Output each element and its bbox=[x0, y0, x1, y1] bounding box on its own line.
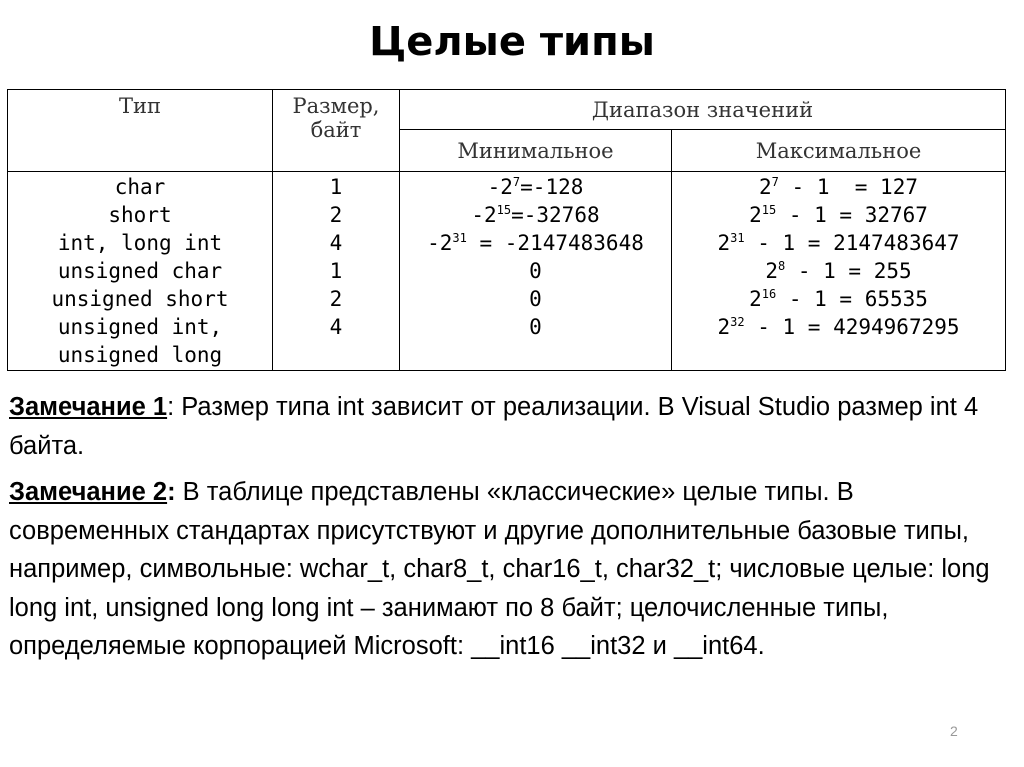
max-value bbox=[672, 173, 1005, 201]
max-value bbox=[672, 313, 1005, 341]
type-size: 2 bbox=[329, 287, 343, 311]
max-value-exponent: 16 bbox=[761, 287, 777, 301]
max-column bbox=[672, 172, 1006, 371]
max-value bbox=[672, 257, 1005, 285]
notes bbox=[9, 388, 1009, 666]
min-value bbox=[400, 257, 671, 285]
type-size: 1 bbox=[329, 175, 343, 199]
note-2-text: В таблице представлены «классические» целые типы. В современных стандартах присутствуют и другие дополнительные базовые типы, например, символьные: wchar_t, char8_t, char16_t, char32_t; числовые целые: long long int, unsigned long long int – занимают по 8 байт; целочисленные типы, определяемые корпорацией Microsoft: __int16 __int32 и __int64. bbox=[9, 478, 990, 660]
min-value-rest: = -2147483648 bbox=[466, 231, 644, 255]
type-size: 2 bbox=[329, 203, 343, 227]
min-value-exponent: 31 bbox=[452, 231, 467, 245]
note-1-text: Размер типа int зависит от реализации. В Visual Studio размер int 4 байта. bbox=[9, 393, 979, 460]
min-value-base: 0 bbox=[529, 315, 542, 339]
min-value-base: 0 bbox=[529, 287, 542, 311]
min-value-rest: =-32768 bbox=[511, 203, 600, 227]
note-2-colon: : bbox=[167, 478, 176, 506]
min-value-rest: =-128 bbox=[520, 175, 584, 199]
max-value-exponent: 31 bbox=[730, 231, 745, 245]
max-value-exponent: 8 bbox=[777, 259, 786, 273]
min-value bbox=[400, 285, 671, 313]
type-size: 4 bbox=[329, 315, 343, 339]
min-value bbox=[400, 201, 671, 229]
type-name: int, long int bbox=[57, 231, 223, 255]
types-column bbox=[8, 172, 273, 371]
min-value-base: -2 bbox=[471, 203, 497, 227]
max-value-rest: - 1 = 4294967295 bbox=[744, 315, 960, 339]
note-2 bbox=[9, 473, 1009, 666]
type-name: unsigned short bbox=[51, 287, 229, 311]
min-value-exponent: 7 bbox=[512, 175, 521, 189]
type-name: char bbox=[114, 175, 166, 199]
type-size: 1 bbox=[329, 259, 343, 283]
header-max: Максимальное bbox=[672, 130, 1006, 172]
max-value-rest: - 1 = 32767 bbox=[776, 203, 928, 227]
type-size: 4 bbox=[329, 231, 343, 255]
max-value bbox=[672, 285, 1005, 313]
note-1 bbox=[9, 388, 1009, 465]
max-value-rest: - 1 = 2147483647 bbox=[744, 231, 960, 255]
max-value-rest: - 1 = 65535 bbox=[776, 287, 928, 311]
min-value bbox=[400, 313, 671, 341]
max-value-base: 2 bbox=[765, 259, 778, 283]
note-1-label: Замечание 1 bbox=[9, 393, 168, 421]
type-name: unsigned long bbox=[57, 343, 223, 367]
max-value bbox=[672, 229, 1005, 257]
max-value-exponent: 7 bbox=[771, 175, 779, 189]
sizes-column bbox=[273, 172, 400, 371]
max-value-base: 2 bbox=[749, 203, 762, 227]
type-name: unsigned char bbox=[57, 259, 223, 283]
type-name: short bbox=[108, 203, 172, 227]
max-value-base: 2 bbox=[717, 231, 731, 255]
integer-types-table bbox=[7, 89, 1006, 371]
min-value bbox=[400, 173, 671, 201]
header-range: Диапазон значений bbox=[400, 90, 1006, 130]
header-size: Размер, байт bbox=[273, 90, 400, 172]
note-2-label: Замечание 2 bbox=[9, 478, 168, 506]
min-value-base: -2 bbox=[427, 231, 453, 255]
min-value-base: 0 bbox=[529, 259, 542, 283]
max-value-exponent: 32 bbox=[730, 315, 745, 329]
min-column bbox=[400, 172, 672, 371]
header-type: Тип bbox=[8, 90, 273, 172]
min-value-exponent: 15 bbox=[496, 203, 512, 217]
max-value-base: 2 bbox=[749, 287, 762, 311]
max-value-base: 2 bbox=[759, 175, 772, 199]
min-value bbox=[400, 229, 671, 257]
min-value-base: -2 bbox=[487, 175, 513, 199]
type-name: unsigned int, bbox=[57, 315, 223, 339]
max-value-rest: - 1 = 127 bbox=[778, 175, 918, 199]
max-value-exponent: 15 bbox=[761, 203, 777, 217]
max-value bbox=[672, 201, 1005, 229]
header-min: Минимальное bbox=[400, 130, 672, 172]
max-value-rest: - 1 = 255 bbox=[785, 259, 912, 283]
note-1-colon: : bbox=[167, 393, 175, 421]
page-number: 2 bbox=[950, 723, 958, 739]
slide-title: Целые типы bbox=[369, 19, 655, 65]
max-value-base: 2 bbox=[717, 315, 731, 339]
